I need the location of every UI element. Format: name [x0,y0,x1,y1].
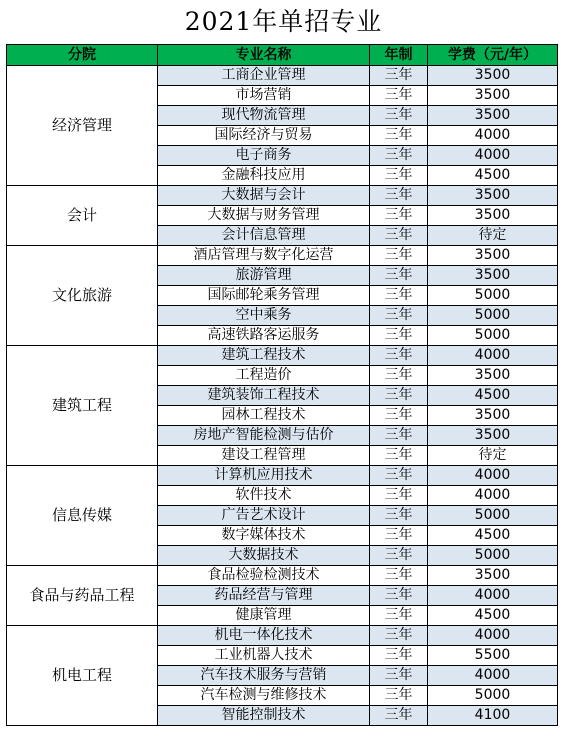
dept-cell: 文化旅游 [7,246,158,346]
fee-cell: 3500 [428,246,558,266]
fee-cell: 5000 [428,306,558,326]
years-cell: 三年 [370,266,428,286]
fee-cell: 4000 [428,466,558,486]
fee-cell: 4000 [428,666,558,686]
header-row [7,45,558,66]
dept-cell: 会计 [7,186,158,246]
fee-cell: 4000 [428,586,558,606]
years-cell: 三年 [370,686,428,706]
major-cell: 食品检验检测技术 [158,566,370,586]
years-cell: 三年 [370,86,428,106]
years-cell: 三年 [370,466,428,486]
fee-cell: 3500 [428,86,558,106]
fee-cell: 4000 [428,486,558,506]
fee-cell: 5000 [428,506,558,526]
fee-cell: 5000 [428,326,558,346]
fee-cell: 4000 [428,346,558,366]
fee-cell: 3500 [428,66,558,86]
years-cell: 三年 [370,586,428,606]
major-cell: 现代物流管理 [158,106,370,126]
major-cell: 国际邮轮乘务管理 [158,286,370,306]
majors-table [6,44,558,726]
major-cell: 健康管理 [158,606,370,626]
years-cell: 三年 [370,606,428,626]
fee-cell: 5000 [428,686,558,706]
table-row [7,346,558,366]
years-cell: 三年 [370,546,428,566]
major-cell: 房地产智能检测与估价 [158,426,370,446]
major-cell: 大数据技术 [158,546,370,566]
years-cell: 三年 [370,286,428,306]
major-cell: 高速铁路客运服务 [158,326,370,346]
fee-cell: 4000 [428,146,558,166]
years-cell: 三年 [370,386,428,406]
major-cell: 大数据与会计 [158,186,370,206]
fee-cell: 4500 [428,166,558,186]
major-cell: 酒店管理与数字化运营 [158,246,370,266]
fee-cell: 4000 [428,126,558,146]
fee-cell: 5000 [428,546,558,566]
years-cell: 三年 [370,66,428,86]
years-cell: 三年 [370,186,428,206]
dept-cell: 建筑工程 [7,346,158,466]
years-cell: 三年 [370,246,428,266]
dept-cell: 信息传媒 [7,466,158,566]
years-cell: 三年 [370,326,428,346]
fee-cell: 3500 [428,406,558,426]
years-cell: 三年 [370,366,428,386]
years-cell: 三年 [370,126,428,146]
table-row [7,466,558,486]
years-cell: 三年 [370,646,428,666]
major-cell: 金融科技应用 [158,166,370,186]
dept-cell: 机电工程 [7,626,158,726]
years-cell: 三年 [370,106,428,126]
table-row [7,66,558,86]
major-cell: 市场营销 [158,86,370,106]
major-cell: 旅游管理 [158,266,370,286]
major-cell: 广告艺术设计 [158,506,370,526]
table-row [7,186,558,206]
major-cell: 建筑工程技术 [158,346,370,366]
fee-cell: 3500 [428,106,558,126]
fee-cell: 3500 [428,206,558,226]
table-row [7,626,558,646]
fee-cell: 待定 [428,446,558,466]
major-cell: 数字媒体技术 [158,526,370,546]
header-dept: 分院 [7,45,158,66]
years-cell: 三年 [370,666,428,686]
fee-cell: 3500 [428,426,558,446]
major-cell: 建设工程管理 [158,446,370,466]
major-cell: 工商企业管理 [158,66,370,86]
fee-cell: 3500 [428,266,558,286]
years-cell: 三年 [370,426,428,446]
major-cell: 园林工程技术 [158,406,370,426]
years-cell: 三年 [370,146,428,166]
major-cell: 智能控制技术 [158,706,370,726]
years-cell: 三年 [370,206,428,226]
major-cell: 大数据与财务管理 [158,206,370,226]
years-cell: 三年 [370,226,428,246]
fee-cell: 4500 [428,386,558,406]
dept-cell: 经济管理 [7,66,158,186]
years-cell: 三年 [370,306,428,326]
years-cell: 三年 [370,706,428,726]
major-cell: 汽车技术服务与营销 [158,666,370,686]
major-cell: 工业机器人技术 [158,646,370,666]
major-cell: 电子商务 [158,146,370,166]
major-cell: 软件技术 [158,486,370,506]
years-cell: 三年 [370,446,428,466]
major-cell: 国际经济与贸易 [158,126,370,146]
major-cell: 会计信息管理 [158,226,370,246]
major-cell: 空中乘务 [158,306,370,326]
major-cell: 工程造价 [158,366,370,386]
years-cell: 三年 [370,406,428,426]
years-cell: 三年 [370,166,428,186]
fee-cell: 3500 [428,186,558,206]
fee-cell: 4000 [428,626,558,646]
fee-cell: 5500 [428,646,558,666]
major-cell: 药品经营与管理 [158,586,370,606]
fee-cell: 待定 [428,226,558,246]
years-cell: 三年 [370,506,428,526]
fee-cell: 3500 [428,366,558,386]
fee-cell: 5000 [428,286,558,306]
header-years: 年制 [370,45,428,66]
table-row [7,566,558,586]
years-cell: 三年 [370,526,428,546]
major-cell: 汽车检测与维修技术 [158,686,370,706]
major-cell: 建筑装饰工程技术 [158,386,370,406]
years-cell: 三年 [370,486,428,506]
fee-cell: 3500 [428,566,558,586]
years-cell: 三年 [370,566,428,586]
page-title: 2021年单招专业 [184,7,383,36]
major-cell: 计算机应用技术 [158,466,370,486]
table-body [7,66,558,726]
dept-cell: 食品与药品工程 [7,566,158,626]
header-fee: 学费（元/年） [428,45,558,66]
table-row [7,246,558,266]
fee-cell: 4500 [428,526,558,546]
years-cell: 三年 [370,346,428,366]
years-cell: 三年 [370,626,428,646]
header-major: 专业名称 [158,45,370,66]
fee-cell: 4100 [428,706,558,726]
major-cell: 机电一体化技术 [158,626,370,646]
fee-cell: 4500 [428,606,558,626]
